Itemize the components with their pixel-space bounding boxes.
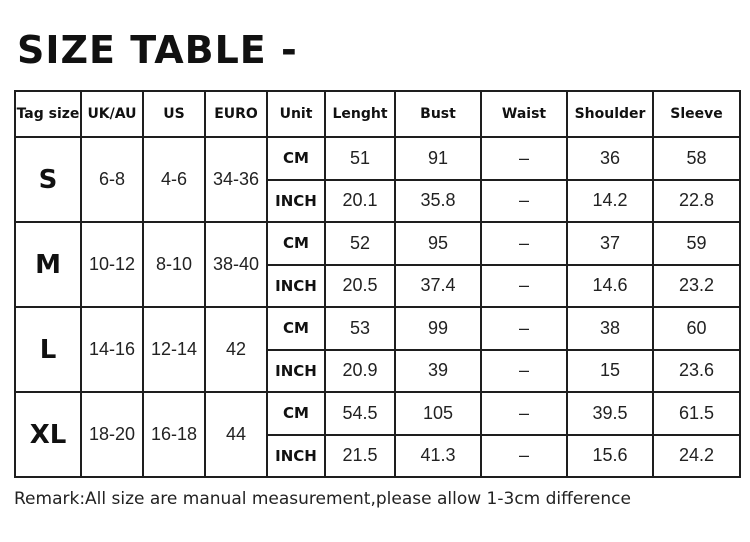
waist-l-inch: – [481, 350, 567, 393]
tag-size-m: M [15, 222, 81, 307]
header-tag-size: Tag size [15, 91, 81, 137]
size-row-s-cm [15, 137, 740, 180]
us-l: 12-14 [143, 307, 205, 392]
us-xl: 16-18 [143, 392, 205, 477]
euro-xl: 44 [205, 392, 267, 477]
uk-au-xl: 18-20 [81, 392, 143, 477]
bust-xl-cm: 105 [395, 392, 481, 435]
sleeve-m-inch: 23.2 [653, 265, 740, 308]
bust-m-inch: 37.4 [395, 265, 481, 308]
page-title: SIZE TABLE - [17, 28, 298, 72]
shoulder-xl-cm: 39.5 [567, 392, 653, 435]
bust-xl-inch: 41.3 [395, 435, 481, 478]
waist-s-cm: – [481, 137, 567, 180]
waist-s-inch: – [481, 180, 567, 223]
sleeve-l-inch: 23.6 [653, 350, 740, 393]
header-unit: Unit [267, 91, 325, 137]
us-m: 8-10 [143, 222, 205, 307]
unit-inch: INCH [267, 350, 325, 393]
unit-inch: INCH [267, 180, 325, 223]
header-length: Lenght [325, 91, 395, 137]
shoulder-l-inch: 15 [567, 350, 653, 393]
unit-cm: CM [267, 222, 325, 265]
header-sleeve: Sleeve [653, 91, 740, 137]
us-s: 4-6 [143, 137, 205, 222]
shoulder-xl-inch: 15.6 [567, 435, 653, 478]
bust-l-cm: 99 [395, 307, 481, 350]
size-row-m-cm [15, 222, 740, 265]
header-waist: Waist [481, 91, 567, 137]
header-bust: Bust [395, 91, 481, 137]
uk-au-m: 10-12 [81, 222, 143, 307]
bust-m-cm: 95 [395, 222, 481, 265]
size-row-xl-cm [15, 392, 740, 435]
header-euro: EURO [205, 91, 267, 137]
remark-text: Remark:All size are manual measurement,please allow 1-3cm difference [14, 489, 631, 509]
unit-inch: INCH [267, 265, 325, 308]
length-m-inch: 20.5 [325, 265, 395, 308]
header-us: US [143, 91, 205, 137]
header-row [15, 91, 740, 137]
waist-m-cm: – [481, 222, 567, 265]
waist-xl-cm: – [481, 392, 567, 435]
shoulder-m-cm: 37 [567, 222, 653, 265]
header-shoulder: Shoulder [567, 91, 653, 137]
sleeve-s-inch: 22.8 [653, 180, 740, 223]
length-l-inch: 20.9 [325, 350, 395, 393]
sleeve-xl-cm: 61.5 [653, 392, 740, 435]
uk-au-l: 14-16 [81, 307, 143, 392]
unit-cm: CM [267, 307, 325, 350]
length-xl-inch: 21.5 [325, 435, 395, 478]
size-table [14, 90, 741, 478]
sleeve-m-cm: 59 [653, 222, 740, 265]
unit-inch: INCH [267, 435, 325, 478]
bust-l-inch: 39 [395, 350, 481, 393]
header-uk-au: UK/AU [81, 91, 143, 137]
tag-size-xl: XL [15, 392, 81, 477]
bust-s-inch: 35.8 [395, 180, 481, 223]
shoulder-s-inch: 14.2 [567, 180, 653, 223]
waist-xl-inch: – [481, 435, 567, 478]
sleeve-l-cm: 60 [653, 307, 740, 350]
unit-cm: CM [267, 392, 325, 435]
shoulder-l-cm: 38 [567, 307, 653, 350]
euro-s: 34-36 [205, 137, 267, 222]
waist-m-inch: – [481, 265, 567, 308]
length-l-cm: 53 [325, 307, 395, 350]
unit-cm: CM [267, 137, 325, 180]
uk-au-s: 6-8 [81, 137, 143, 222]
shoulder-m-inch: 14.6 [567, 265, 653, 308]
euro-l: 42 [205, 307, 267, 392]
size-row-l-cm [15, 307, 740, 350]
length-s-cm: 51 [325, 137, 395, 180]
euro-m: 38-40 [205, 222, 267, 307]
length-s-inch: 20.1 [325, 180, 395, 223]
shoulder-s-cm: 36 [567, 137, 653, 180]
sleeve-s-cm: 58 [653, 137, 740, 180]
sleeve-xl-inch: 24.2 [653, 435, 740, 478]
tag-size-s: S [15, 137, 81, 222]
bust-s-cm: 91 [395, 137, 481, 180]
tag-size-l: L [15, 307, 81, 392]
length-xl-cm: 54.5 [325, 392, 395, 435]
waist-l-cm: – [481, 307, 567, 350]
length-m-cm: 52 [325, 222, 395, 265]
